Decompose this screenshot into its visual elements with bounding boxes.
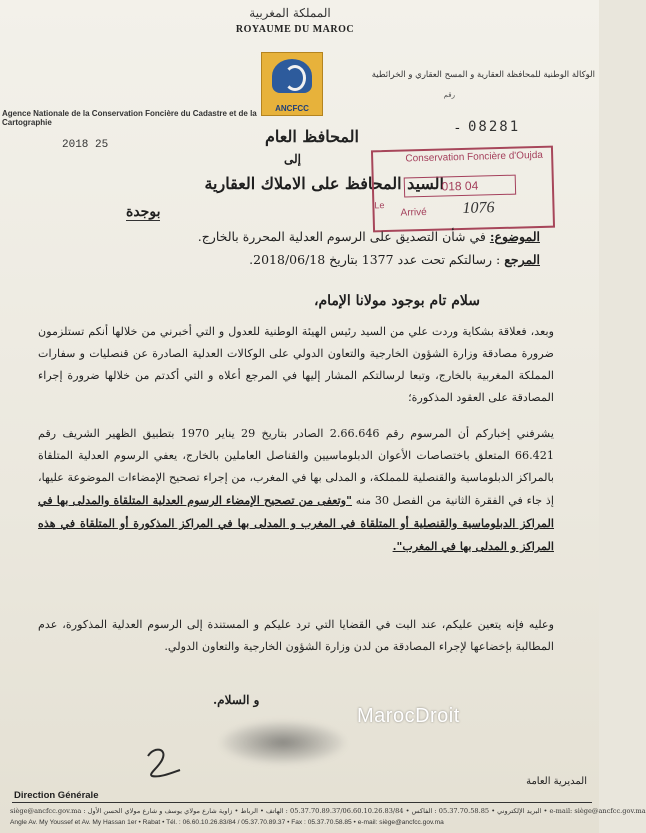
agency-name-ar: الوكالة الوطنية للمحافظة العقارية و المسح العقاري و الخرائطية: [371, 70, 595, 80]
subject-text: في شأن التصديق على الرسوم العدلية المحررة بالخارج.: [197, 229, 490, 244]
ancfcc-logo: [261, 52, 323, 116]
addressee-city: بوجدة: [126, 204, 161, 220]
footer-divider: [12, 802, 592, 803]
paragraph-1: وبعد، فعلاقة بشكاية وردت علي من السيد رئيس الهيئة الوطنية للعدول و التي أخبرني من خلالها أنكم تستلزمون ضرورة مصادقة وزارة الشؤون الخارجية والتعاون الدولي على الوكالات العدلية الصادرة عن قنصليات و سفارات المملكة المغربية بالخارج، وتبعا لرسالتكم المشار إليها في المرجع أعلاه و التي أكدتم من خلالها ضرورة إجراء المصادقة على العقود المذكورة؛: [38, 325, 554, 404]
reference-line-text: : رسالتكم تحت عدد 1377 بتاريخ 2018/06/18.: [249, 252, 505, 267]
agency-name-fr: Agence Nationale de la Conservation Foncière du Cadastre et de la Cartographie: [2, 109, 257, 127]
blurred-signature: [218, 720, 348, 765]
reception-stamp: [371, 146, 555, 233]
greeting: سلام تام بوجود مولانا الإمام،: [313, 293, 480, 309]
paragraph-3: وعليه فإنه يتعين عليكم، عند البت في القضايا التي ترد عليكم و المستندة إلى الرسوم العدلية المذكورة، عدم المطالبة بإخضاعها لإجراء المصادقة من لدن وزارة الشؤون الخارجية والتعاون الدولي.: [38, 618, 554, 653]
footer-direction-fr: Direction Générale: [14, 790, 99, 801]
stamp-title: Conservation Foncière d'Oujda: [405, 149, 544, 165]
stamp-date: 018 04: [404, 175, 516, 198]
kingdom-title-fr: ROYAUME DU MAROC: [235, 24, 355, 35]
watermark: MarocDroit: [357, 705, 460, 727]
ref-dash: -: [455, 120, 460, 136]
kingdom-title-ar: المملكة المغربية: [249, 6, 331, 20]
paragraph-2-quote: "وتعفى من تصحيح الإمضاء الرسوم العدلية المتلقاة والمدلى بها في المراكز الدبلوماسية والقنصلية أو المتلقاة في المغرب و المدلى بها في المراكز المذكورة أو المتلقاة في هذه المراكز و المدلى بها في المغرب".: [38, 493, 554, 553]
stamp-number: 1076: [462, 199, 495, 218]
closing: و السلام.: [213, 693, 260, 707]
reference-line: [60, 252, 540, 267]
logo-text: ANCFCC: [275, 104, 309, 113]
handwritten-date: 2018 25: [62, 139, 109, 151]
reference-line-label: المرجع: [504, 252, 540, 267]
reference-label: رقم: [443, 91, 455, 99]
to-label: إلى: [284, 152, 301, 166]
addressee: السيد المحافظ على الاملاك العقارية: [204, 174, 444, 193]
handwritten-signature-icon: [140, 742, 210, 782]
sender-title: المحافظ العام: [265, 127, 359, 146]
subject-label: الموضوع:: [489, 229, 540, 244]
footer-address-ar: siège@ancfcc.gov.ma : البريد الإلكتروني • 05.37.70.58.85 : الفاكس • 05.37.70.89.37/06.60.10.26.83/84 : الهاتف • الرباط • زاوية شارع مولاي يوسف و شارع مولاي الحسن الأول • e-mail: siège@ancfcc.gov.ma: [10, 807, 646, 815]
paragraph-2-body: يشرفني إخباركم أن المرسوم رقم 2.66.646 الصادر بتاريخ 29 يناير 1970 بتطبيق الظهير الشريف رقم 66.421 المتعلق باختصاصات الأعوان الدبلوماسيين والقناصل العاملين بالخارج، يعفي الرسوم العدلية المتلقاة بالمراكز الدبلوماسية والقنصلية للمملكة، و المدلى بها في المغرب، من إجراء تصحيح الإمضاءات الموضوعة عليها، إذ جاء في الفقرة الثانية من الفصل 30 منه: [38, 427, 555, 507]
footer-direction-ar: المديرية العامة: [526, 776, 587, 787]
subject-line: [60, 229, 540, 244]
footer-address-fr: Angle Av. My Youssef et Av. My Hassan 1er • Rabat • Tél. : 06.60.10.26.83/84 / 05.37.70.89.37 • Fax : 05.37.70.58.85 • e-mail: siège@ancfcc.gov.ma: [10, 819, 444, 826]
stamp-le-label: Le: [374, 200, 385, 211]
stamp-arrive-label: Arrivé: [400, 206, 427, 219]
paragraph-2: [38, 423, 554, 558]
reference-number: 08281: [468, 119, 521, 135]
logo-emblem-icon: [272, 59, 312, 93]
